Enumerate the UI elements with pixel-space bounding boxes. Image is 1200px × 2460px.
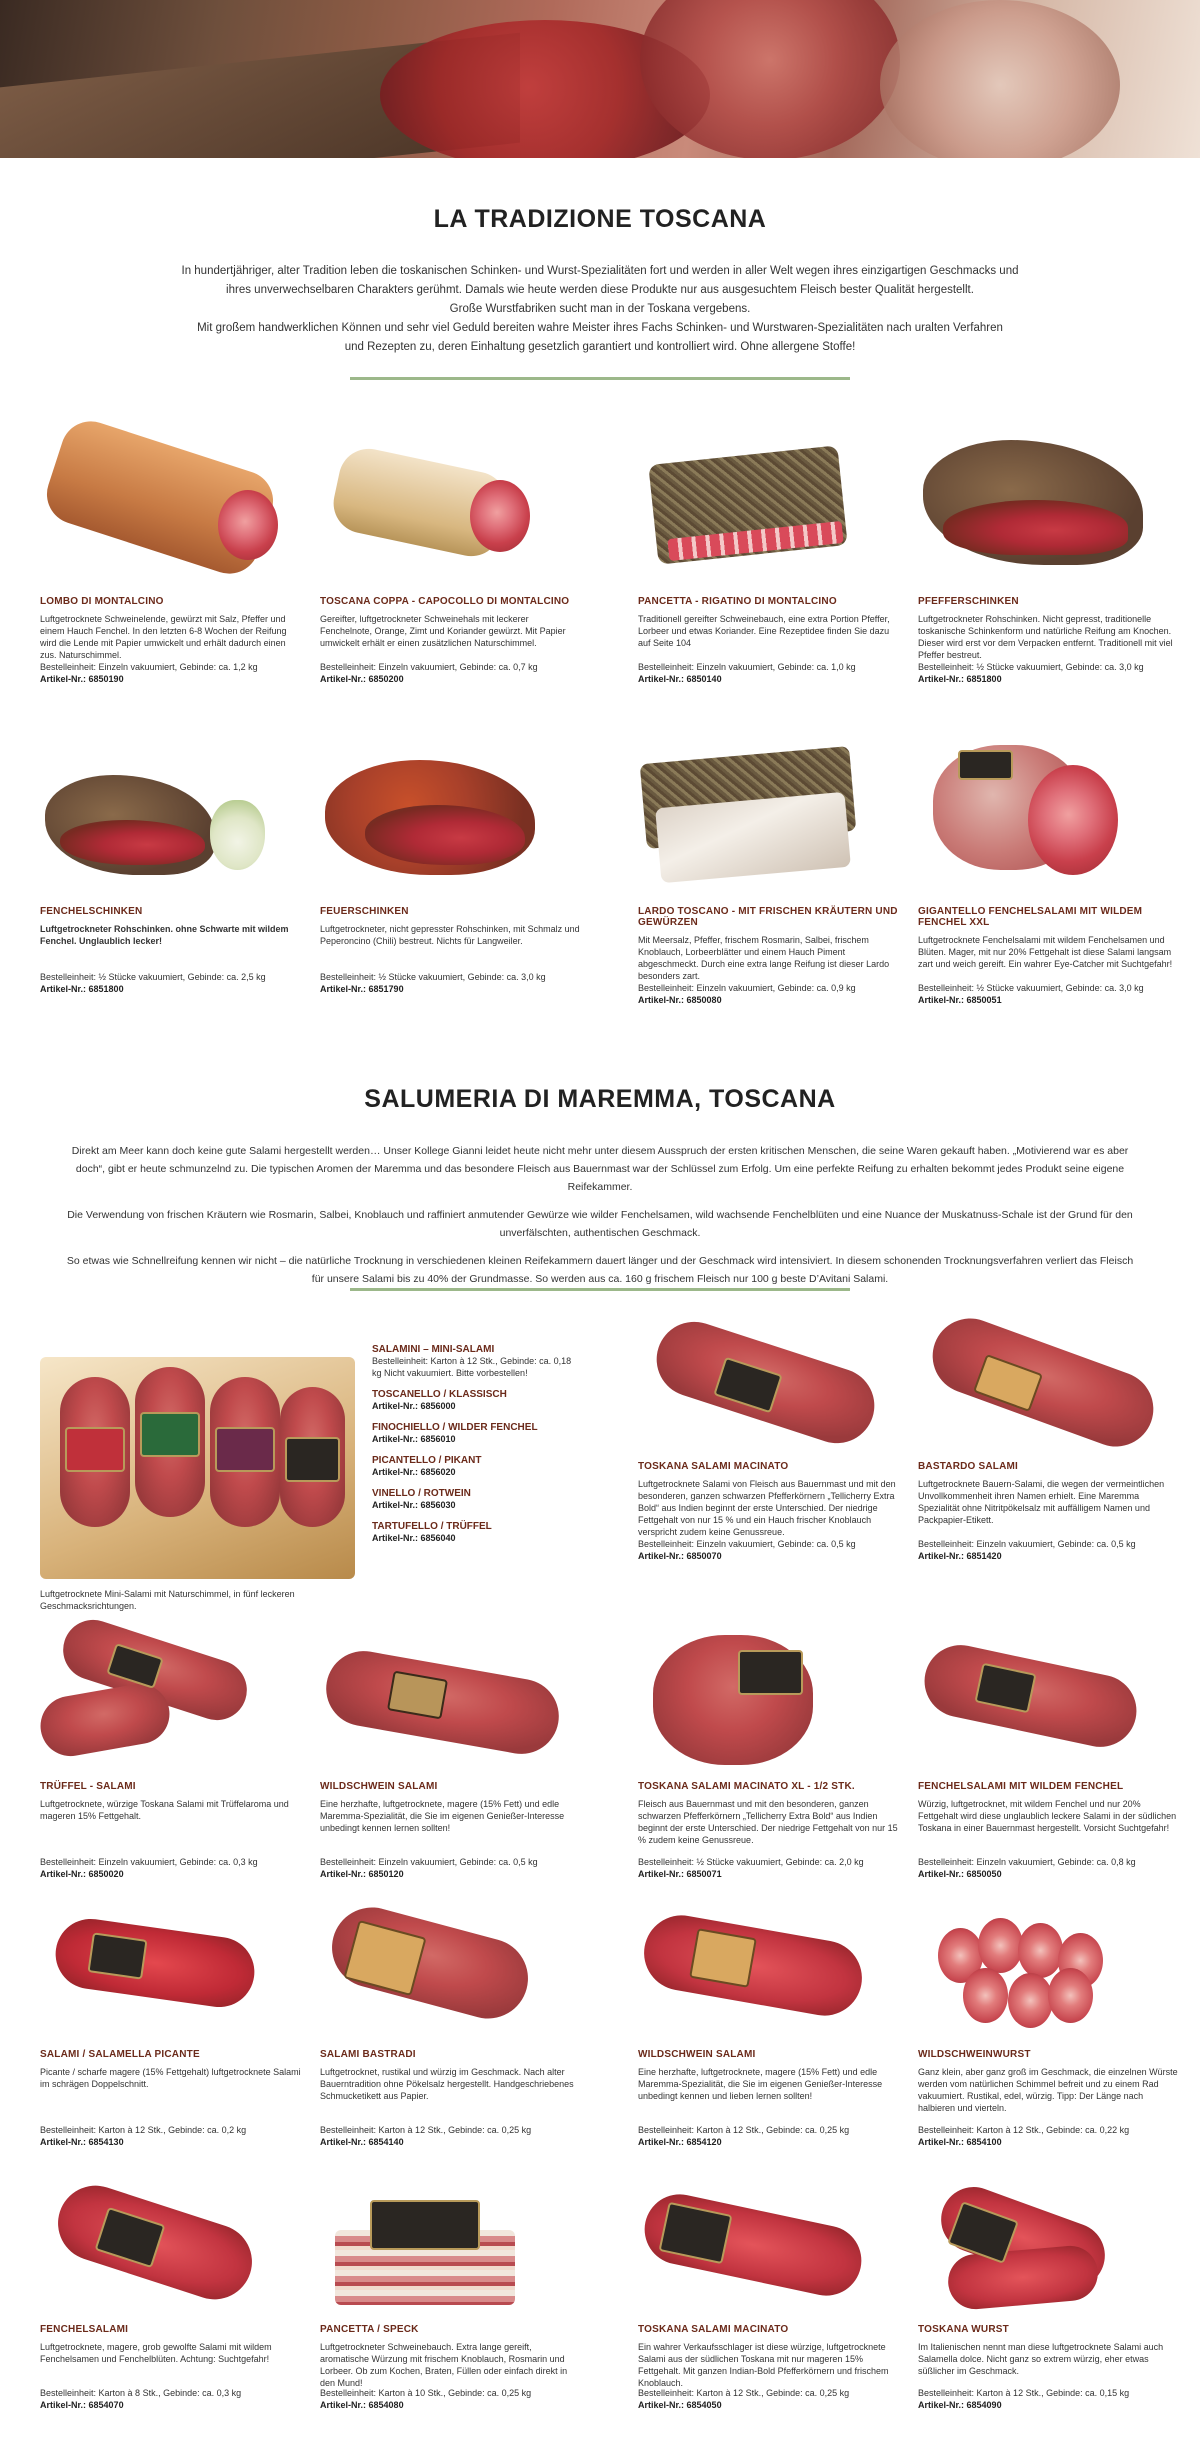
sausage-piece bbox=[963, 1968, 1008, 2023]
product-description: Eine herzhafte, luftgetrocknete, magere (15% Fett) und edle Maremma-Spezialität, die Sie im eigenen Genießer-Interesse unbedingt kennen und lieben lernen sollten! bbox=[638, 2067, 883, 2101]
product-article bbox=[638, 994, 900, 1006]
article-number: 6850080 bbox=[686, 995, 722, 1005]
article-label: Artikel-Nr.: bbox=[40, 2137, 87, 2147]
product-description: Luftgetrocknete Salami von Fleisch aus Bauernmast und mit den besonderen, ganzen schwarzen Pfefferkörnern „Tellicherry Extra Bold“ aus Indien beginnt der erste Unterschied. Der niedrige Fettgehalt von nur 15 % und ein Hauch frischer Knoblauch verspricht zudem keine Genussreue. bbox=[638, 1479, 896, 1537]
article-number: Artikel-Nr.: 6856020 bbox=[372, 1467, 456, 1477]
product-card[interactable] bbox=[918, 740, 1180, 1006]
product-unit: Bestelleinheit: Einzeln vakuumiert, Gebinde: ca. 0,3 kg bbox=[40, 1857, 258, 1867]
product-name: FEUERSCHINKEN bbox=[320, 906, 409, 917]
article-number: 6850071 bbox=[686, 1869, 722, 1879]
product-unit: Bestelleinheit: ½ Stücke vakuumiert, Gebinde: ca. 2,0 kg bbox=[638, 1857, 864, 1867]
article-number: 6854080 bbox=[368, 2400, 404, 2410]
product-unit: Bestelleinheit: Einzeln vakuumiert, Gebinde: ca. 1,2 kg bbox=[40, 662, 258, 672]
divider-rule bbox=[350, 1288, 850, 1291]
product-card[interactable] bbox=[320, 2190, 582, 2411]
article-label: Artikel-Nr.: bbox=[638, 995, 685, 1005]
article-number: 6850190 bbox=[88, 674, 124, 684]
product-unit: Bestelleinheit: Karton à 8 Stk., Gebinde: ca. 0,3 kg bbox=[40, 2388, 242, 2398]
article-label: Artikel-Nr.: bbox=[918, 2137, 965, 2147]
article-label: Artikel-Nr.: bbox=[918, 674, 965, 684]
product-description: Mit Meersalz, Pfeffer, frischem Rosmarin, Salbei, frischem Knoblauch, Lorbeerblätter und einem Hauch Piment abgeschmeckt. Durch eine extra lange Reifung ist dieser Lardo besonders zart. bbox=[638, 935, 890, 981]
article-number: 6851790 bbox=[368, 984, 404, 994]
intro-paragraph: Direkt am Meer kann doch keine gute Salami hergestellt werden… Unser Kollege Gianni leidet heute nicht mehr unter diesem Ausspruch der ersten kritischen Menschen, die seine Waren gekauft haben. „Motivierend war es aber doch“, gibt er heute schmunzelnd zu. Die typischen Aromen der Maremma und das besondere Fleisch aus Bauernmast war der Schlüssel zum Erfolg. Um eine perfekte Reifung zu erhalten bekommt jedes Produkt seine eigene Reifekammer. bbox=[71, 1145, 1129, 1193]
product-image bbox=[40, 740, 302, 900]
article-label: Artikel-Nr.: bbox=[638, 1869, 685, 1879]
product-image bbox=[320, 1908, 582, 2043]
product-unit: Bestelleinheit: ½ Stücke vakuumiert, Gebinde: ca. 3,0 kg bbox=[918, 983, 1144, 993]
mini-salami-name: PICANTELLO / PIKANT bbox=[372, 1455, 482, 1466]
product-description: Luftgetrocknete Fenchelsalami mit wildem Fenchelsamen und Blüten. Mager, mit nur 20% Fettgehalt ist diese Salami langsam zart und weich gereift. Ein wahrer Eye-Catcher mit Suchtgefahr! bbox=[918, 935, 1173, 969]
product-card[interactable] bbox=[40, 1630, 302, 1880]
ham-cut bbox=[943, 500, 1128, 555]
product-image bbox=[918, 1630, 1180, 1775]
product-name: TOSKANA SALAMI MACINATO bbox=[638, 2324, 789, 2335]
lombo-cut bbox=[218, 490, 278, 560]
product-unit: Bestelleinheit: Einzeln vakuumiert, Gebinde: ca. 0,5 kg bbox=[320, 1857, 538, 1867]
product-description: Luftgetrockneter Rohschinken. Nicht gepresst, traditionelle toskanische Schinkenform und natürliche Reifung am Knochen. Dieser wird erst vor dem Verpacken entfernt. Traditionell mit viel Pfeffer bestreut. bbox=[918, 614, 1173, 660]
product-description: Fleisch aus Bauernmast und mit den besonderen, ganzen schwarzen Pfefferkörnern „Tellicherry Extra Bold“ aus Indien beginnt der erste Unterschied. Der niedrige Fettgehalt von nur 15 % zudem keine Genussreue. bbox=[638, 1799, 898, 1845]
article-number: 6854050 bbox=[686, 2400, 722, 2410]
product-unit: Bestelleinheit: ½ Stücke vakuumiert, Gebinde: ca. 3,0 kg bbox=[320, 972, 546, 982]
intro-line: und Rezepten zu, deren Einhaltung gesetzlich garantiert und kontrolliert wird. Ohne allergene Stoffe! bbox=[344, 341, 856, 353]
product-image bbox=[320, 430, 582, 590]
article-label: Artikel-Nr.: bbox=[40, 674, 87, 684]
product-name: TOSKANA SALAMI MACINATO XL - 1/2 STK. bbox=[638, 1781, 855, 1792]
mini-salami-caption: Luftgetrocknete Mini-Salami mit Naturschimmel, in fünf leckeren Geschmacksrichtungen. bbox=[40, 1589, 295, 1611]
product-article bbox=[40, 1868, 302, 1880]
product-label bbox=[140, 1412, 200, 1457]
product-description: Luftgetrockneter Schweinebauch. Extra lange gereift, aromatische Würzung mit frischem Knoblauch, Rosmarin und Lorbeer. Ob zum Kochen, Braten, Füllen oder einfach direkt in den Mund! bbox=[320, 2342, 568, 2388]
sausage-piece bbox=[1048, 1968, 1093, 2023]
mini-salami-list bbox=[372, 1344, 582, 1544]
product-description: Picante / scharfe magere (15% Fettgehalt) luftgetrocknete Salami im schrägen Doppelschnitt. bbox=[40, 2067, 301, 2089]
article-number: 6854070 bbox=[88, 2400, 124, 2410]
product-unit: Bestelleinheit: Karton à 12 Stk., Gebinde: ca. 0,25 kg bbox=[320, 2125, 532, 2135]
mini-salami-image bbox=[40, 1357, 355, 1579]
product-description: Luftgetrocknete Schweinelende, gewürzt mit Salz, Pfeffer und einem Hauch Fenchel. In den letzten 6-8 Wochen der Reifung wird die Lende mit Papier umwickelt und erhält dadurch einen zus. Naturschimmel. bbox=[40, 614, 287, 660]
intro-text-maremma bbox=[60, 1142, 1140, 1298]
product-image bbox=[918, 430, 1180, 590]
product-name: FENCHELSCHINKEN bbox=[40, 906, 143, 917]
salami-slices bbox=[880, 0, 1120, 158]
product-unit: Bestelleinheit: Karton à 12 Stk., Gebinde: ca. 0,22 kg bbox=[918, 2125, 1130, 2135]
product-card[interactable] bbox=[918, 1630, 1180, 1880]
product-card[interactable] bbox=[320, 430, 582, 685]
article-number: Artikel-Nr.: 6856040 bbox=[372, 1533, 456, 1543]
product-name: TOSKANA SALAMI MACINATO bbox=[638, 1461, 789, 1472]
product-article bbox=[638, 2399, 900, 2411]
product-description: Ein wahrer Verkaufsschlager ist diese würzige, luftgetrocknete Salami aus der südlichen Toskana mit nur mageren 15% Fettgehalt. Mit ganzen Indian-Bold Pfefferkörnern und frischem Knoblauch. bbox=[638, 2342, 889, 2388]
product-image bbox=[320, 2190, 582, 2318]
product-card[interactable] bbox=[40, 1908, 302, 2148]
article-number: Artikel-Nr.: 6856030 bbox=[372, 1500, 456, 1510]
sausage-piece bbox=[978, 1918, 1023, 1973]
mini-salami-name: SALAMINI – MINI-SALAMI bbox=[372, 1344, 495, 1355]
article-number: 6854120 bbox=[686, 2137, 722, 2147]
product-name: LARDO TOSCANO - MIT FRISCHEN KRÄUTERN UND GEWÜRZEN bbox=[638, 906, 898, 928]
product-image bbox=[40, 2190, 302, 2318]
mini-salami-name: TOSCANELLO / KLASSISCH bbox=[372, 1389, 507, 1400]
product-card[interactable] bbox=[638, 2190, 900, 2411]
article-label: Artikel-Nr.: bbox=[638, 1551, 685, 1561]
product-card[interactable] bbox=[320, 1908, 582, 2148]
product-image bbox=[638, 1630, 900, 1775]
product-image bbox=[40, 1630, 302, 1775]
intro-line: In hundertjähriger, alter Tradition leben die toskanischen Schinken- und Wurst-Spezialitäten fort und werden in aller Welt wegen ihres einzigartigen Geschmacks und bbox=[181, 265, 1019, 277]
product-name: SALAMI / SALAMELLA PICANTE bbox=[40, 2049, 200, 2060]
hero-image bbox=[0, 0, 1200, 158]
mini-salami-text: Bestelleinheit: Karton à 12 Stk., Gebinde: ca. 0,18 kg Nicht vakuumiert. Bitte vorbestellen! bbox=[372, 1356, 572, 1378]
product-unit: Bestelleinheit: Einzeln vakuumiert, Gebinde: ca. 0,9 kg bbox=[638, 983, 856, 993]
product-label bbox=[65, 1427, 125, 1472]
product-image bbox=[320, 740, 582, 900]
intro-paragraph: Die Verwendung von frischen Kräutern wie Rosmarin, Salbei, Knoblauch und raffiniert anmutender Gewürze wie wilder Fenchelsamen, wild wachsende Fenchelblüten und eine Nuance der Muskatnuss-Schale ist der Grund für den unverfälschten, authentischen Geschmack. bbox=[67, 1209, 1133, 1239]
product-label bbox=[87, 1932, 147, 1979]
product-article bbox=[40, 2399, 302, 2411]
article-number: 6851800 bbox=[88, 984, 124, 994]
product-name: LOMBO DI MONTALCINO bbox=[40, 596, 164, 607]
article-label: Artikel-Nr.: bbox=[918, 1551, 965, 1561]
product-label bbox=[285, 1437, 340, 1482]
article-number: 6850051 bbox=[966, 995, 1002, 1005]
product-name: TOSCANA COPPA - CAPOCOLLO DI MONTALCINO bbox=[320, 596, 570, 607]
article-number: 6850050 bbox=[966, 1869, 1002, 1879]
article-label: Artikel-Nr.: bbox=[638, 674, 685, 684]
article-label: Artikel-Nr.: bbox=[918, 1869, 965, 1879]
article-label: Artikel-Nr.: bbox=[40, 1869, 87, 1879]
product-article bbox=[918, 673, 1180, 685]
article-label: Artikel-Nr.: bbox=[638, 2400, 685, 2410]
article-number: 6851800 bbox=[966, 674, 1002, 684]
product-unit: Bestelleinheit: Karton à 10 Stk., Gebinde: ca. 0,25 kg bbox=[320, 2388, 532, 2398]
article-label: Artikel-Nr.: bbox=[320, 2137, 367, 2147]
fennel-bulb bbox=[210, 800, 265, 870]
product-label bbox=[958, 750, 1013, 780]
product-unit: Bestelleinheit: Einzeln vakuumiert, Gebinde: ca. 0,8 kg bbox=[918, 1857, 1136, 1867]
product-article bbox=[40, 983, 302, 995]
article-number: 6854090 bbox=[966, 2400, 1002, 2410]
article-number: Artikel-Nr.: 6856010 bbox=[372, 1434, 456, 1444]
product-description: Ganz klein, aber ganz groß im Geschmack, die einzelnen Würste werden vom natürlichen Schimmel befreit und zu einem Rad vakuumiert. Rustikal, edel, würzig. Tipp: Der Länge nach halbieren und vierteln. bbox=[918, 2067, 1178, 2113]
article-label: Artikel-Nr.: bbox=[40, 984, 87, 994]
product-article bbox=[320, 673, 582, 685]
product-name: WILDSCHWEINWURST bbox=[918, 2049, 1031, 2060]
product-image bbox=[40, 1908, 302, 2043]
product-article bbox=[918, 2399, 1180, 2411]
article-label: Artikel-Nr.: bbox=[320, 2400, 367, 2410]
intro-line: Mit großem handwerklichen Können und sehr viel Geduld bereiten wahre Meister ihres Fachs Schinken- und Wurstwaren-Spezialitäten nach uralten Verfahren bbox=[197, 322, 1003, 334]
product-name: SALAMI BASTRADI bbox=[320, 2049, 416, 2060]
product-name: BASTARDO SALAMI bbox=[918, 1461, 1019, 1472]
product-unit: Bestelleinheit: Karton à 12 Stk., Gebinde: ca. 0,2 kg bbox=[40, 2125, 247, 2135]
product-unit: Bestelleinheit: ½ Stücke vakuumiert, Gebinde: ca. 2,5 kg bbox=[40, 972, 266, 982]
product-image bbox=[918, 1325, 1180, 1455]
salami-body bbox=[922, 1308, 1164, 1457]
product-card[interactable] bbox=[638, 740, 900, 1006]
mini-salami-name: FINOCHIELLO / WILDER FENCHEL bbox=[372, 1422, 538, 1433]
product-label bbox=[370, 2200, 480, 2250]
product-article bbox=[320, 2136, 582, 2148]
product-description: Im Italienischen nennt man diese luftgetrocknete Salami auch Salamella dolce. Nicht ganz so extrem würzig, eher etwas süßlicher im Geschmack. bbox=[918, 2342, 1164, 2376]
product-name: PANCETTA / SPECK bbox=[320, 2324, 419, 2335]
article-label: Artikel-Nr.: bbox=[320, 984, 367, 994]
product-image bbox=[918, 1908, 1180, 2043]
product-card[interactable] bbox=[320, 1630, 582, 1880]
product-unit: Bestelleinheit: Einzeln vakuumiert, Gebinde: ca. 0,5 kg bbox=[638, 1539, 856, 1549]
product-name: FENCHELSALAMI MIT WILDEM FENCHEL bbox=[918, 1781, 1124, 1792]
salami-body bbox=[51, 1914, 259, 2011]
product-article bbox=[320, 983, 582, 995]
product-label bbox=[215, 1427, 275, 1472]
article-number: 6854140 bbox=[368, 2137, 404, 2147]
mini-salami-name: VINELLO / ROTWEIN bbox=[372, 1488, 471, 1499]
salami-body bbox=[638, 1909, 868, 2021]
product-name: WILDSCHWEIN SALAMI bbox=[320, 1781, 438, 1792]
product-article bbox=[320, 2399, 582, 2411]
product-description: Luftgetrockneter, nicht gepresster Rohschinken, mit Schmalz und Peperoncino (Chili) bestreut. Nichts für Langweiler. bbox=[320, 924, 580, 946]
product-article bbox=[40, 2136, 302, 2148]
salami-body bbox=[946, 2244, 1100, 2312]
product-article bbox=[638, 1868, 900, 1880]
product-card[interactable] bbox=[638, 1630, 900, 1880]
article-number: 6850140 bbox=[686, 674, 722, 684]
product-card[interactable] bbox=[40, 2190, 302, 2411]
intro-text-tradizione bbox=[160, 262, 1040, 357]
product-article bbox=[40, 673, 302, 685]
product-unit: Bestelleinheit: Einzeln vakuumiert, Gebinde: ca. 0,7 kg bbox=[320, 662, 538, 672]
coppa-cut bbox=[470, 480, 530, 552]
product-name: PANCETTA - RIGATINO DI MONTALCINO bbox=[638, 596, 837, 607]
product-card[interactable] bbox=[638, 1908, 900, 2148]
product-article bbox=[320, 1868, 582, 1880]
intro-line: Große Wurstfabriken sucht man in der Toskana vergebens. bbox=[449, 303, 751, 315]
product-description: Luftgetrockneter Rohschinken. ohne Schwarte mit wildem Fenchel. Unglaublich lecker! bbox=[40, 924, 289, 946]
product-unit: Bestelleinheit: Karton à 12 Stk., Gebinde: ca. 0,15 kg bbox=[918, 2388, 1130, 2398]
article-label: Artikel-Nr.: bbox=[638, 2137, 685, 2147]
product-image bbox=[40, 430, 302, 590]
intro-paragraph: So etwas wie Schnellreifung kennen wir nicht – die natürliche Trocknung in verschiedenen kleinen Reifekammern dauert länger und der Geschmack wird intensiviert. In diesem schonenden Trocknungsverfahren verliert das Fleisch für unsere Salami bis zu 40% der Grundmasse. So werden aus ca. 160 g frischem Fleisch nur 100 g beste D’Avitani Salami. bbox=[66, 1255, 1134, 1285]
product-card[interactable] bbox=[320, 740, 582, 995]
divider-rule bbox=[350, 377, 850, 380]
article-label: Artikel-Nr.: bbox=[320, 1869, 367, 1879]
article-label: Artikel-Nr.: bbox=[918, 2400, 965, 2410]
sausage-piece bbox=[1018, 1923, 1063, 1978]
product-name: FENCHELSALAMI bbox=[40, 2324, 129, 2335]
article-number: 6851420 bbox=[966, 1551, 1002, 1561]
product-card[interactable] bbox=[638, 1325, 900, 1562]
article-label: Artikel-Nr.: bbox=[918, 995, 965, 1005]
product-article bbox=[638, 1550, 900, 1562]
article-number: 6850020 bbox=[88, 1869, 124, 1879]
product-description: Luftgetrocknet, rustikal und würzig im Geschmack. Nach alter Bauerntradition ohne Pökelsalz hergestellt. Handgeschriebenes Schmucketikett aus Papier. bbox=[320, 2067, 574, 2101]
mini-salami-name: TARTUFELLO / TRÜFFEL bbox=[372, 1521, 492, 1532]
product-image bbox=[638, 1908, 900, 2043]
gigantello-cut bbox=[1028, 765, 1118, 875]
product-image bbox=[638, 1325, 900, 1455]
product-card[interactable] bbox=[638, 430, 900, 685]
product-card[interactable] bbox=[918, 1908, 1180, 2148]
product-card[interactable] bbox=[918, 1325, 1180, 1562]
product-description: Luftgetrocknete, magere, grob gewolfte Salami mit wildem Fenchelsamen und Fenchelblüten. Achtung: Suchtgefahr! bbox=[40, 2342, 272, 2364]
product-unit: Bestelleinheit: ½ Stücke vakuumiert, Gebinde: ca. 3,0 kg bbox=[918, 662, 1144, 672]
product-image bbox=[918, 740, 1180, 900]
section-title-tradizione: LA TRADIZIONE TOSCANA bbox=[433, 205, 767, 233]
article-number: 6850200 bbox=[368, 674, 404, 684]
article-label: Artikel-Nr.: bbox=[40, 2400, 87, 2410]
product-unit: Bestelleinheit: Einzeln vakuumiert, Gebinde: ca. 1,0 kg bbox=[638, 662, 856, 672]
product-unit: Bestelleinheit: Karton à 12 Stk., Gebinde: ca. 0,25 kg bbox=[638, 2125, 850, 2135]
product-unit: Bestelleinheit: Karton à 12 Stk., Gebinde: ca. 0,25 kg bbox=[638, 2388, 850, 2398]
product-image bbox=[638, 740, 900, 900]
product-article bbox=[638, 673, 900, 685]
product-card[interactable] bbox=[40, 430, 302, 685]
product-article bbox=[638, 2136, 900, 2148]
section-title-maremma: SALUMERIA DI MAREMMA, TOSCANA bbox=[364, 1085, 836, 1113]
lardo-cut bbox=[655, 792, 851, 883]
product-image bbox=[638, 430, 900, 590]
product-article bbox=[918, 994, 1180, 1006]
article-number: 6850070 bbox=[686, 1551, 722, 1561]
product-card[interactable] bbox=[918, 430, 1180, 685]
product-article bbox=[918, 1868, 1180, 1880]
product-image bbox=[638, 2190, 900, 2318]
product-unit: Bestelleinheit: Einzeln vakuumiert, Gebinde: ca. 0,5 kg bbox=[918, 1539, 1136, 1549]
product-name: PFEFFERSCHINKEN bbox=[918, 596, 1019, 607]
product-article bbox=[918, 2136, 1180, 2148]
article-number: 6854100 bbox=[966, 2137, 1002, 2147]
intro-line: ihres unverwechselbaren Charakters gerühmt. Damals wie heute werden diese Produkte nur aus ausgesuchtem Fleisch bester Qualität hergestellt. bbox=[226, 284, 974, 296]
product-description: Traditionell gereifter Schweinebauch, eine extra Portion Pfeffer, Lorbeer und etwas Koriander. Eine Rezeptidee finden Sie dazu auf Seite 104 bbox=[638, 614, 890, 648]
product-image bbox=[918, 2190, 1180, 2318]
product-description: Gereifter, luftgetrockneter Schweinehals mit leckerer Fenchelnote, Orange, Zimt und Koriander gewürzt. Mit Papier umwickelt erhält er einen zusätzlichen Naturschimmel. bbox=[320, 614, 566, 648]
product-article bbox=[918, 1550, 1180, 1562]
product-description: Luftgetrocknete Bauern-Salami, die wegen der vermeintlichen Unvollkommenheit ihren Namen erhielt. Eine Maremma Spezialität ohne Nitritpökelsalz mit auffälligem Namen und Packpapier-Etikett. bbox=[918, 1479, 1165, 1525]
article-label: Artikel-Nr.: bbox=[320, 674, 367, 684]
product-description: Luftgetrocknete, würzige Toskana Salami mit Trüffelaroma und mageren 15% Fettgehalt. bbox=[40, 1799, 289, 1821]
product-label bbox=[738, 1650, 803, 1695]
article-number: Artikel-Nr.: 6856000 bbox=[372, 1401, 456, 1411]
product-label bbox=[689, 1928, 757, 1988]
product-card[interactable] bbox=[918, 2190, 1180, 2411]
product-card[interactable] bbox=[40, 740, 302, 995]
sausage-piece bbox=[1008, 1973, 1053, 2028]
product-image bbox=[320, 1630, 582, 1775]
article-number: 6854130 bbox=[88, 2137, 124, 2147]
product-name: GIGANTELLO FENCHELSALAMI MIT WILDEM FENCHEL XXL bbox=[918, 906, 1143, 928]
product-description: Eine herzhafte, luftgetrocknete, magere (15% Fett) und edle Maremma-Spezialität, die Sie im eigenen Genießer-Interesse unbedingt kennen lernen sollten! bbox=[320, 1799, 565, 1833]
product-name: TRÜFFEL - SALAMI bbox=[40, 1781, 136, 1792]
product-name: WILDSCHWEIN SALAMI bbox=[638, 2049, 756, 2060]
product-description: Würzig, luftgetrocknet, mit wildem Fenchel und nur 20% Fettgehalt wird diese unglaublich leckere Salami in der südlichen Toskana in einer Bauernmast hergestellt. Vorsicht Suchtgefahr! bbox=[918, 1799, 1177, 1833]
article-number: 6850120 bbox=[368, 1869, 404, 1879]
product-name: TOSKANA WURST bbox=[918, 2324, 1009, 2335]
salami-body bbox=[36, 1679, 174, 1761]
